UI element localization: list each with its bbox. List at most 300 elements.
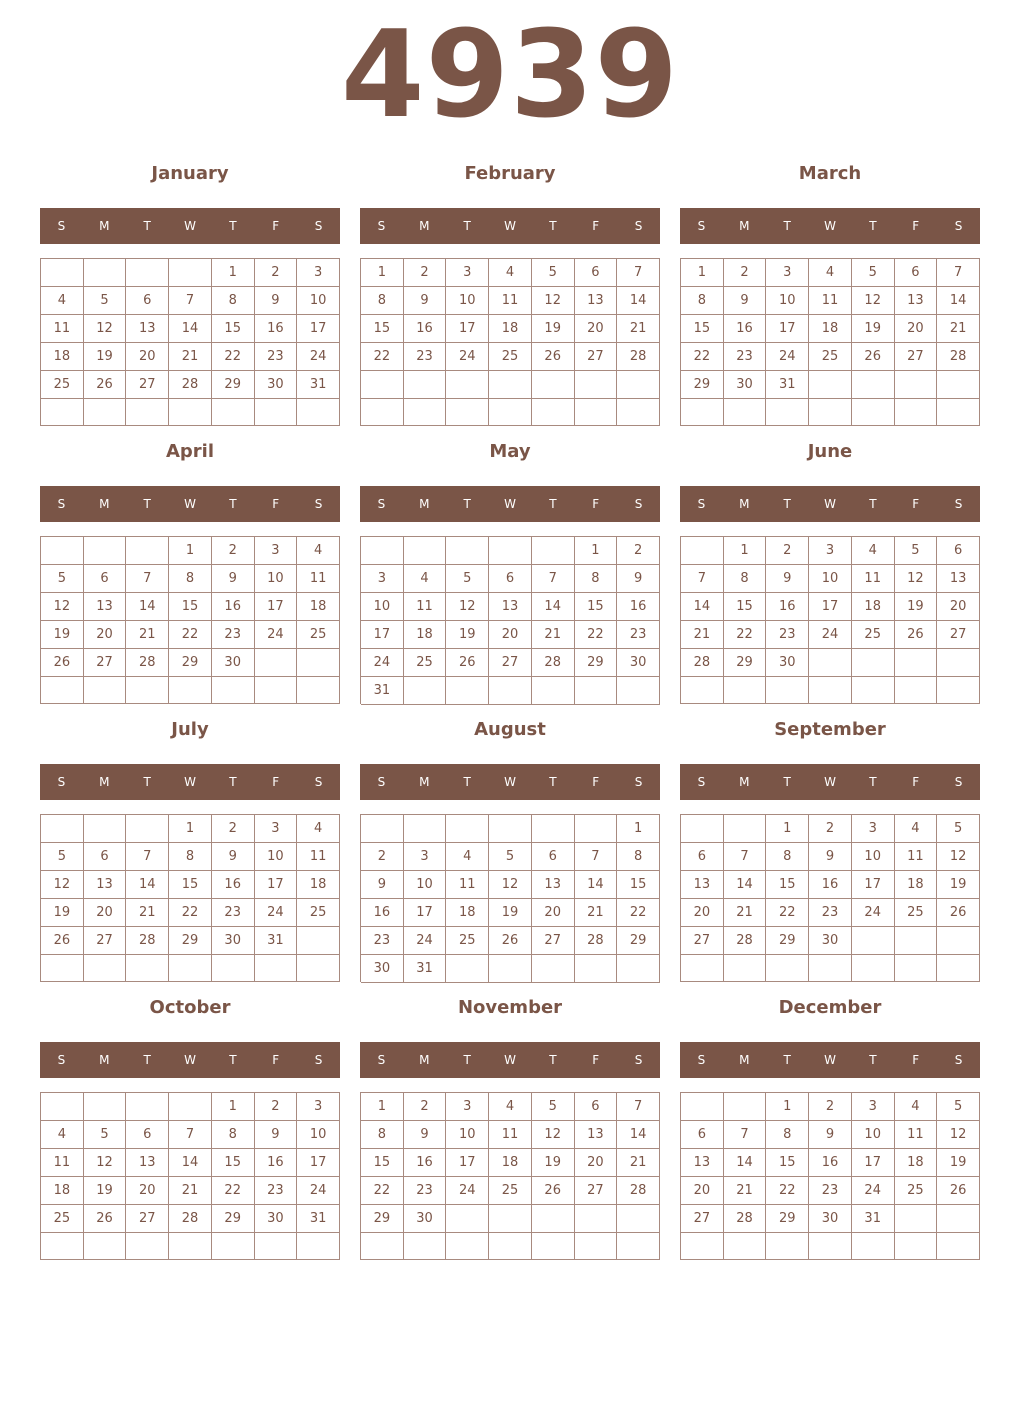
weekday-label: T: [463, 497, 471, 511]
day-cell: 8: [361, 1121, 404, 1149]
empty-cell: [895, 371, 938, 399]
month-name: October: [149, 997, 231, 1018]
day-cell: 14: [724, 1149, 767, 1177]
day-cell: 7: [169, 287, 212, 315]
day-cell: 11: [297, 843, 340, 871]
day-cell: 2: [255, 1093, 298, 1121]
day-cell: 25: [446, 927, 489, 955]
weekday-label: S: [954, 1053, 963, 1067]
day-cell: 28: [724, 1205, 767, 1233]
weekday-label: M: [739, 219, 750, 233]
day-cell: 14: [169, 1149, 212, 1177]
empty-cell: [766, 677, 809, 704]
weekday-label: M: [99, 497, 110, 511]
day-cell: 13: [681, 1149, 724, 1177]
weekday-label: T: [143, 775, 151, 789]
empty-cell: [809, 649, 852, 677]
weekday-header: [40, 208, 340, 244]
day-cell: 18: [489, 1149, 532, 1177]
day-cell: 16: [617, 593, 660, 621]
day-cell: 5: [937, 1093, 980, 1121]
day-cell: 28: [126, 649, 169, 677]
day-cell: 7: [126, 565, 169, 593]
day-cell: 24: [852, 899, 895, 927]
day-cell: 14: [617, 287, 660, 315]
weekday-label: T: [783, 219, 791, 233]
day-cell: 20: [575, 315, 618, 343]
day-cell: 21: [169, 1177, 212, 1205]
day-cell: 22: [169, 621, 212, 649]
day-cell: 17: [255, 593, 298, 621]
empty-cell: [575, 677, 618, 705]
empty-cell: [681, 537, 724, 565]
weekday-header: [680, 486, 980, 522]
weekday-label: S: [954, 497, 963, 511]
empty-cell: [852, 927, 895, 955]
empty-cell: [361, 815, 404, 843]
weekday-header: [360, 486, 660, 522]
day-cell: 3: [446, 259, 489, 287]
day-cell: 26: [852, 343, 895, 371]
weekday-label: F: [912, 1053, 920, 1067]
day-cell: 14: [724, 871, 767, 899]
day-cell: 4: [404, 565, 447, 593]
day-cell: 23: [404, 1177, 447, 1205]
day-cell: 19: [532, 1149, 575, 1177]
weekday-label: W: [504, 497, 516, 511]
weekday-label: S: [57, 1053, 66, 1067]
weekday-label: S: [377, 775, 386, 789]
day-cell: 7: [617, 259, 660, 287]
day-cell: 30: [255, 371, 298, 399]
day-cell: 6: [489, 565, 532, 593]
day-cell: 31: [297, 371, 340, 399]
day-cell: 1: [766, 1093, 809, 1121]
empty-cell: [489, 537, 532, 565]
day-cell: 20: [895, 315, 938, 343]
day-cell: 3: [852, 815, 895, 843]
empty-cell: [404, 399, 447, 427]
day-cell: 13: [681, 871, 724, 899]
weekday-label: T: [229, 219, 237, 233]
day-cell: 22: [361, 1177, 404, 1205]
day-cell: 21: [937, 315, 980, 343]
day-cell: 19: [41, 621, 84, 649]
day-cell: 6: [895, 259, 938, 287]
day-cell: 14: [532, 593, 575, 621]
day-cell: 17: [297, 315, 340, 343]
day-cell: 21: [724, 899, 767, 927]
day-cell: 4: [41, 1121, 84, 1149]
empty-cell: [617, 955, 660, 983]
day-cell: 9: [212, 843, 255, 871]
day-cell: 25: [895, 1177, 938, 1205]
empty-cell: [41, 815, 84, 843]
day-cell: 21: [126, 621, 169, 649]
day-cell: 12: [84, 315, 127, 343]
empty-cell: [575, 1233, 618, 1260]
empty-cell: [724, 1233, 767, 1260]
day-cell: 9: [404, 1121, 447, 1149]
day-cell: 26: [532, 343, 575, 371]
empty-cell: [84, 259, 127, 287]
day-cell: 9: [766, 565, 809, 593]
empty-cell: [41, 677, 84, 704]
weekday-label: W: [504, 1053, 516, 1067]
day-cell: 27: [681, 927, 724, 955]
day-cell: 22: [766, 899, 809, 927]
day-cell: 10: [446, 1121, 489, 1149]
empty-cell: [297, 649, 340, 677]
weekday-header: [680, 764, 980, 800]
day-cell: 11: [41, 1149, 84, 1177]
day-cell: 26: [937, 899, 980, 927]
day-cell: 6: [681, 843, 724, 871]
weekday-label: F: [592, 1053, 600, 1067]
day-cell: 23: [809, 899, 852, 927]
empty-cell: [617, 371, 660, 399]
day-cell: 15: [766, 1149, 809, 1177]
day-cell: 28: [617, 343, 660, 371]
day-cell: 26: [446, 649, 489, 677]
day-cell: 4: [446, 843, 489, 871]
day-cell: 3: [404, 843, 447, 871]
weekday-label: T: [229, 1053, 237, 1067]
day-cell: 28: [681, 649, 724, 677]
day-cell: 31: [297, 1205, 340, 1233]
day-cell: 30: [404, 1205, 447, 1233]
weekday-label: T: [783, 497, 791, 511]
day-cell: 31: [255, 927, 298, 955]
empty-cell: [84, 677, 127, 704]
empty-cell: [169, 399, 212, 426]
empty-cell: [404, 1233, 447, 1260]
day-cell: 19: [532, 315, 575, 343]
weekday-label: T: [783, 1053, 791, 1067]
month-name: June: [807, 441, 853, 462]
day-cell: 26: [41, 927, 84, 955]
day-cell: 3: [446, 1093, 489, 1121]
day-cell: 1: [169, 537, 212, 565]
day-cell: 28: [532, 649, 575, 677]
day-cell: 21: [126, 899, 169, 927]
day-cell: 11: [809, 287, 852, 315]
day-cell: 9: [404, 287, 447, 315]
day-cell: 15: [212, 1149, 255, 1177]
day-cell: 5: [84, 287, 127, 315]
day-cell: 5: [895, 537, 938, 565]
day-cell: 25: [489, 1177, 532, 1205]
day-cell: 19: [489, 899, 532, 927]
day-cell: 10: [809, 565, 852, 593]
empty-cell: [532, 677, 575, 705]
day-cell: 30: [212, 927, 255, 955]
weekday-label: M: [99, 219, 110, 233]
day-cell: 11: [297, 565, 340, 593]
weekday-label: S: [697, 1053, 706, 1067]
weekday-label: S: [377, 497, 386, 511]
day-grid: [680, 1092, 980, 1260]
day-cell: 21: [617, 315, 660, 343]
empty-cell: [681, 399, 724, 426]
weekday-label: W: [824, 219, 836, 233]
day-cell: 12: [489, 871, 532, 899]
empty-cell: [446, 399, 489, 427]
day-cell: 20: [84, 899, 127, 927]
day-cell: 2: [809, 815, 852, 843]
day-cell: 10: [361, 593, 404, 621]
day-cell: 17: [255, 871, 298, 899]
day-cell: 1: [724, 537, 767, 565]
day-cell: 4: [489, 1093, 532, 1121]
day-grid: [680, 814, 980, 982]
empty-cell: [361, 371, 404, 399]
empty-cell: [724, 955, 767, 982]
day-cell: 20: [532, 899, 575, 927]
empty-cell: [361, 537, 404, 565]
day-cell: 13: [84, 871, 127, 899]
day-cell: 17: [404, 899, 447, 927]
day-cell: 10: [766, 287, 809, 315]
day-cell: 18: [446, 899, 489, 927]
day-cell: 30: [617, 649, 660, 677]
empty-cell: [937, 955, 980, 982]
day-cell: 13: [126, 315, 169, 343]
weekday-label: S: [697, 497, 706, 511]
day-cell: 20: [126, 1177, 169, 1205]
day-cell: 6: [532, 843, 575, 871]
day-cell: 15: [766, 871, 809, 899]
empty-cell: [617, 1205, 660, 1233]
day-cell: 28: [169, 1205, 212, 1233]
weekday-label: M: [419, 219, 430, 233]
day-cell: 10: [255, 565, 298, 593]
weekday-label: F: [592, 775, 600, 789]
day-cell: 26: [532, 1177, 575, 1205]
day-cell: 13: [532, 871, 575, 899]
day-cell: 12: [84, 1149, 127, 1177]
weekday-label: M: [419, 1053, 430, 1067]
weekday-label: S: [697, 219, 706, 233]
day-cell: 3: [766, 259, 809, 287]
day-cell: 29: [681, 371, 724, 399]
empty-cell: [809, 955, 852, 982]
empty-cell: [169, 259, 212, 287]
day-cell: 11: [852, 565, 895, 593]
day-cell: 6: [575, 1093, 618, 1121]
day-cell: 5: [41, 565, 84, 593]
empty-cell: [169, 1093, 212, 1121]
empty-cell: [489, 677, 532, 705]
weekday-label: S: [57, 219, 66, 233]
empty-cell: [809, 1233, 852, 1260]
day-cell: 28: [169, 371, 212, 399]
day-cell: 18: [489, 315, 532, 343]
day-cell: 16: [404, 315, 447, 343]
weekday-label: S: [377, 219, 386, 233]
day-cell: 21: [617, 1149, 660, 1177]
day-cell: 6: [126, 1121, 169, 1149]
day-cell: 1: [361, 259, 404, 287]
weekday-label: W: [504, 775, 516, 789]
day-cell: 21: [169, 343, 212, 371]
empty-cell: [724, 1093, 767, 1121]
day-cell: 30: [724, 371, 767, 399]
day-cell: 17: [852, 1149, 895, 1177]
day-cell: 25: [809, 343, 852, 371]
day-cell: 20: [937, 593, 980, 621]
weekday-label: F: [912, 219, 920, 233]
day-cell: 13: [575, 1121, 618, 1149]
year-title: 4939: [341, 6, 679, 145]
empty-cell: [766, 399, 809, 426]
empty-cell: [126, 1233, 169, 1260]
weekday-label: T: [143, 497, 151, 511]
day-cell: 7: [617, 1093, 660, 1121]
day-cell: 15: [681, 315, 724, 343]
day-cell: 17: [297, 1149, 340, 1177]
day-cell: 23: [361, 927, 404, 955]
empty-cell: [255, 955, 298, 982]
weekday-label: T: [869, 775, 877, 789]
empty-cell: [404, 371, 447, 399]
day-cell: 10: [446, 287, 489, 315]
weekday-header: [360, 764, 660, 800]
empty-cell: [681, 677, 724, 704]
empty-cell: [446, 1233, 489, 1260]
empty-cell: [41, 1233, 84, 1260]
day-cell: 8: [361, 287, 404, 315]
day-cell: 24: [446, 343, 489, 371]
day-cell: 19: [84, 1177, 127, 1205]
day-cell: 7: [681, 565, 724, 593]
weekday-label: T: [463, 219, 471, 233]
day-cell: 8: [575, 565, 618, 593]
day-cell: 7: [575, 843, 618, 871]
weekday-label: T: [549, 775, 557, 789]
empty-cell: [532, 399, 575, 427]
day-cell: 18: [297, 871, 340, 899]
day-cell: 18: [809, 315, 852, 343]
day-cell: 4: [297, 537, 340, 565]
day-cell: 27: [489, 649, 532, 677]
empty-cell: [84, 399, 127, 426]
day-cell: 1: [575, 537, 618, 565]
day-cell: 31: [361, 677, 404, 705]
day-cell: 27: [575, 1177, 618, 1205]
day-cell: 11: [489, 287, 532, 315]
day-cell: 3: [255, 537, 298, 565]
day-grid: [40, 258, 340, 426]
empty-cell: [532, 1205, 575, 1233]
weekday-label: M: [739, 1053, 750, 1067]
empty-cell: [404, 815, 447, 843]
day-cell: 27: [575, 343, 618, 371]
weekday-label: W: [184, 497, 196, 511]
empty-cell: [895, 1233, 938, 1260]
day-cell: 19: [937, 871, 980, 899]
day-cell: 31: [766, 371, 809, 399]
month-name: February: [464, 163, 556, 184]
day-cell: 27: [895, 343, 938, 371]
empty-cell: [575, 1205, 618, 1233]
weekday-label: W: [184, 1053, 196, 1067]
day-cell: 9: [255, 287, 298, 315]
empty-cell: [41, 1093, 84, 1121]
day-cell: 16: [255, 315, 298, 343]
month-name: January: [151, 163, 229, 184]
day-cell: 14: [937, 287, 980, 315]
empty-cell: [937, 1233, 980, 1260]
day-cell: 4: [297, 815, 340, 843]
empty-cell: [255, 1233, 298, 1260]
day-cell: 10: [852, 843, 895, 871]
day-cell: 7: [532, 565, 575, 593]
day-cell: 5: [532, 259, 575, 287]
day-cell: 19: [895, 593, 938, 621]
day-cell: 24: [852, 1177, 895, 1205]
empty-cell: [809, 677, 852, 704]
day-cell: 1: [361, 1093, 404, 1121]
day-cell: 26: [489, 927, 532, 955]
day-cell: 1: [212, 259, 255, 287]
day-cell: 7: [724, 1121, 767, 1149]
empty-cell: [617, 1233, 660, 1260]
day-cell: 13: [84, 593, 127, 621]
weekday-label: S: [314, 775, 323, 789]
empty-cell: [446, 371, 489, 399]
empty-cell: [532, 1233, 575, 1260]
weekday-label: T: [869, 219, 877, 233]
day-cell: 27: [84, 649, 127, 677]
day-cell: 23: [212, 621, 255, 649]
weekday-label: W: [184, 219, 196, 233]
day-cell: 15: [575, 593, 618, 621]
weekday-label: T: [463, 1053, 471, 1067]
day-cell: 17: [852, 871, 895, 899]
day-cell: 7: [169, 1121, 212, 1149]
day-cell: 11: [895, 1121, 938, 1149]
day-cell: 16: [724, 315, 767, 343]
empty-cell: [937, 1205, 980, 1233]
empty-cell: [489, 955, 532, 983]
day-cell: 16: [361, 899, 404, 927]
day-cell: 2: [361, 843, 404, 871]
day-cell: 24: [809, 621, 852, 649]
day-cell: 18: [895, 871, 938, 899]
weekday-label: T: [143, 219, 151, 233]
empty-cell: [361, 1233, 404, 1260]
weekday-header: [680, 1042, 980, 1078]
day-cell: 12: [532, 287, 575, 315]
weekday-header: [40, 764, 340, 800]
day-cell: 13: [575, 287, 618, 315]
day-cell: 23: [617, 621, 660, 649]
day-cell: 26: [895, 621, 938, 649]
day-cell: 2: [766, 537, 809, 565]
day-cell: 22: [766, 1177, 809, 1205]
weekday-label: F: [592, 497, 600, 511]
day-grid: [360, 1092, 660, 1260]
empty-cell: [297, 955, 340, 982]
day-cell: 29: [169, 649, 212, 677]
day-cell: 3: [297, 1093, 340, 1121]
day-cell: 2: [724, 259, 767, 287]
day-cell: 9: [212, 565, 255, 593]
day-cell: 2: [404, 1093, 447, 1121]
weekday-label: M: [99, 1053, 110, 1067]
day-cell: 14: [126, 593, 169, 621]
